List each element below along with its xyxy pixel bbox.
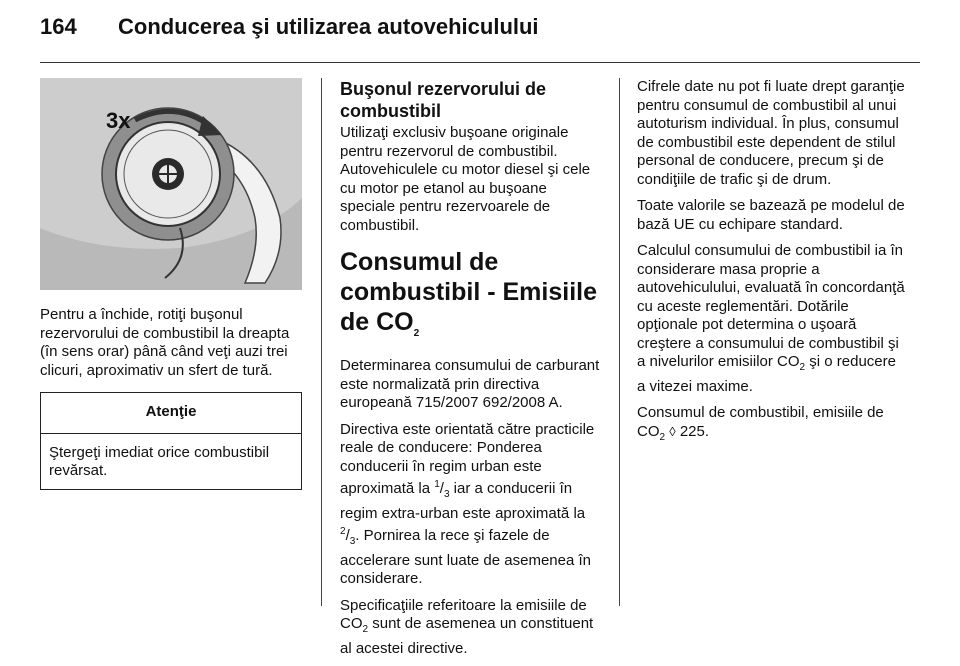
consumption-paragraph-1: Determinarea consumului de carburant este normalizată prin directiva europeană 715/2007 692/2008 A.	[340, 357, 600, 411]
consumption-heading-subscript: 2	[413, 328, 420, 339]
fuel-cap-drawing	[40, 78, 302, 290]
p2-text-c: . Pornirea la rece şi fazele de accelerare sunt luate de asemenea în considerare.	[340, 527, 591, 587]
column-divider-right	[619, 78, 620, 606]
page-title: Conducerea şi utilizarea autovehiculului	[118, 14, 539, 39]
fraction-2-denominator: 3	[349, 536, 356, 547]
warning-title: Atenţie	[41, 393, 301, 434]
right-paragraph-1: Cifrele date nu pot fi luate drept garanţie pentru consumul de combustibil al unui autoturism individual. În plus, consumul de combustibil este dependent de stilul personal de conducere, precum şi de condiţiile de trafic şi de drum.	[637, 78, 905, 188]
fraction-1-denominator: 3	[443, 489, 450, 500]
fraction-2-numerator: 2	[340, 526, 346, 537]
p3-text-b: sunt de asemenea un constituent al acestei directive.	[340, 615, 594, 657]
column-left	[40, 78, 302, 490]
co2-subscript: 2	[362, 624, 369, 635]
right-paragraph-3	[637, 242, 905, 396]
fuel-cap-illustration	[40, 78, 302, 290]
p3-text-a: Specificaţiile referitoare la emisiile de CO	[340, 596, 587, 632]
figure-label-3x: 3x	[106, 108, 131, 133]
page-number: 164	[40, 14, 77, 39]
p2-text-a: Directiva este orientată către practicile reale de conducere: Ponderea conducerii în regim urban este aproximată la	[340, 420, 595, 497]
consumption-heading-text: Consumul de combustibil - Emisiile de CO	[340, 248, 597, 336]
consumption-paragraph-2: Directiva este orientată către practicile reale de conducere: Ponderea conducerii în regim urban este aproximată la $^1/_3$ iar a conducerii în regim extra-urban este aproximată la $^2/_3$. Pornirea la rece şi fazele de accelerare sunt luate de asemenea în considerare.	[340, 420, 595, 587]
consumption-heading	[340, 247, 602, 349]
column-divider-left	[321, 78, 322, 606]
right-paragraph-4	[637, 404, 905, 447]
fuel-cap-paragraph: Utilizaţi exclusiv buşoane originale pentru rezervorul de combustibil. Autovehiculele cu motor diesel şi cele cu motor pe etanol au buşoane speciale pentru rezervoarele de combustibil.	[340, 124, 591, 234]
co2-subscript-ref: 2	[659, 431, 666, 443]
consumption-paragraph-3	[340, 597, 602, 659]
column-right	[637, 78, 905, 455]
fuel-cap-heading: Buşonul rezervorului de combustibil	[340, 79, 547, 121]
header-divider	[40, 62, 920, 63]
page-reference-arrow-icon: ◊	[669, 423, 676, 439]
p2-text-b: iar a conducerii în regim extra-urban este aproximată la	[340, 480, 586, 522]
warning-box	[40, 392, 302, 490]
warning-text: Ştergeţi imediat orice combustibil revărsat.	[49, 443, 270, 479]
p3-right-text-b: şi o reducere a vitezei maxime.	[637, 353, 896, 395]
page-header	[40, 14, 920, 54]
column-middle	[340, 78, 602, 666]
page-reference-link[interactable]: 225.	[675, 422, 710, 440]
fraction-1-numerator: 1	[434, 479, 440, 490]
co2-subscript-right: 2	[799, 362, 806, 373]
p3-right-text-a: Calculul consumului de combustibil ia în considerare masa proprie a autovehiculului, evaluată în concordanţă cu aceste reglementări. Dotările opţionale pot determina o uşoară creştere a consumului de combustibil şi a nivelurilor emisiilor CO	[637, 242, 905, 370]
right-paragraph-2: Toate valorile se bazează pe modelul de bază UE cu echipare standard.	[637, 197, 905, 233]
closing-instruction: Pentru a închide, rotiţi buşonul rezervorului de combustibil la dreapta (în sens orar) până când veţi auzi trei clicuri, aproximativ un sfert de tură.	[40, 306, 290, 379]
p4-text-a: Consumul de combustibil, emisiile de CO	[637, 404, 884, 440]
